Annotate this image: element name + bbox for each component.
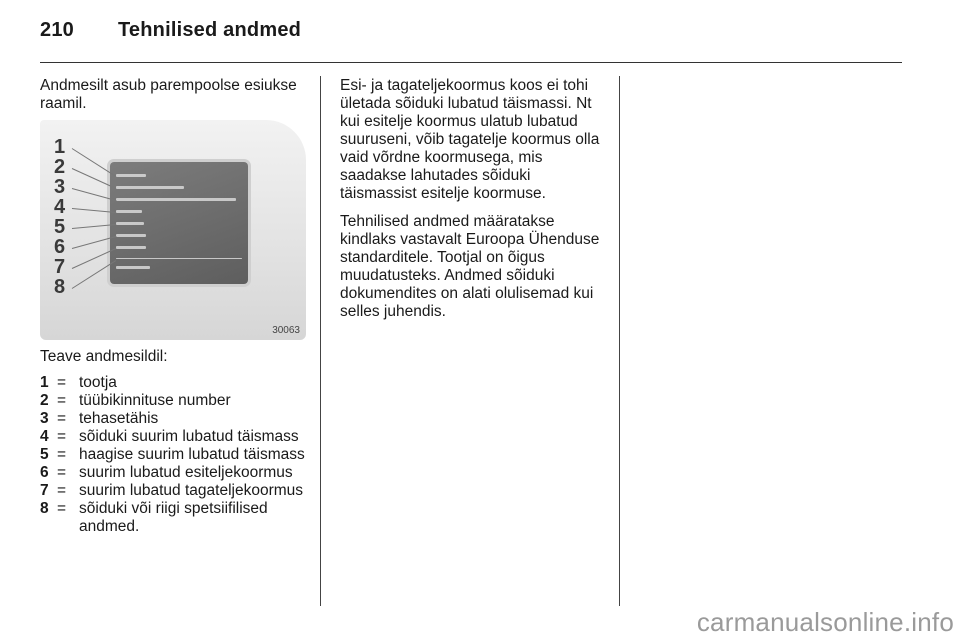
legend-list: [40, 374, 308, 536]
legend-key: 1: [40, 374, 49, 391]
figure-callout: 5: [54, 216, 66, 238]
legend-text: sõiduki suurim lubatud täismass: [79, 428, 299, 445]
legend-separator: =: [57, 500, 67, 517]
paragraph-1: Esi- ja tagateljekoormus koos ei tohi ületada sõiduki lubatud täismassi. Nt kui esitelje koormus ulatub lubatud suuruseni, võib tagatelje koormus olla vaid võrdne koormusega, mis saadakse lahutades sõiduki täismassist esitelje koormuse.: [340, 77, 600, 202]
legend-separator: =: [57, 464, 67, 481]
legend-text: tüübikinnituse number: [79, 392, 231, 409]
column-divider-1: [320, 76, 321, 606]
legend-item: [40, 500, 308, 536]
paragraph-2: Tehnilised andmed määratakse kindlaks vastavalt Euroopa Ühenduse standarditele. Tootjal on õigus muudatusteks. Andmed sõiduki dokumendites on alati olulisemad kui selles juhendis.: [340, 213, 600, 320]
left-column: [40, 77, 308, 123]
legend-item: [40, 374, 308, 392]
legend-text: tootja: [79, 374, 117, 391]
legend-item: [40, 392, 308, 410]
page-number: 210: [40, 19, 74, 41]
legend-text: sõiduki või riigi spetsiifilised andmed.: [79, 500, 268, 535]
callout-leader-line: [72, 148, 117, 177]
watermark: carmanualsonline.info: [696, 607, 954, 637]
figure-callout: 6: [54, 236, 66, 258]
legend-item: [40, 446, 308, 464]
legend-text: suurim lubatud esiteljekoormus: [79, 464, 293, 481]
column-divider-2: [619, 76, 620, 606]
legend-separator: =: [57, 410, 67, 427]
legend-key: 8: [40, 500, 49, 517]
figure-number: 30063: [272, 325, 300, 336]
legend-text: haagise suurim lubatud täismass: [79, 446, 305, 463]
header-rule: [40, 62, 902, 63]
legend-key: 2: [40, 392, 49, 409]
legend-separator: =: [57, 392, 67, 409]
legend-separator: =: [57, 374, 67, 391]
intro-paragraph: Andmesilt asub parempoolse esiukse raamil.: [40, 77, 297, 112]
figure-callout: 4: [54, 196, 66, 218]
figure-callout: 3: [54, 176, 66, 198]
legend-item: [40, 410, 308, 428]
data-plate-figure: [40, 120, 306, 340]
legend-key: 4: [40, 428, 49, 445]
legend-key: 7: [40, 482, 49, 499]
data-plate: [110, 162, 248, 284]
legend-separator: =: [57, 446, 67, 463]
figure-callout: 8: [54, 276, 66, 298]
figure-callout: 7: [54, 256, 66, 278]
legend-text: tehasetähis: [79, 410, 159, 427]
legend-separator: =: [57, 428, 67, 445]
legend-item: [40, 464, 308, 482]
middle-column: [340, 77, 608, 331]
legend-key: 6: [40, 464, 49, 481]
figure-callout: 2: [54, 156, 66, 178]
figure-callout: 1: [54, 136, 66, 158]
page-header: [40, 19, 301, 42]
legend-key: 5: [40, 446, 49, 463]
page-title: Tehnilised andmed: [118, 19, 302, 41]
legend-item: [40, 482, 308, 500]
legend-caption: Teave andmesildil:: [40, 348, 168, 365]
legend-item: [40, 428, 308, 446]
legend-separator: =: [57, 482, 67, 499]
legend-text: suurim lubatud tagateljekoormus: [79, 482, 304, 499]
legend-key: 3: [40, 410, 49, 427]
